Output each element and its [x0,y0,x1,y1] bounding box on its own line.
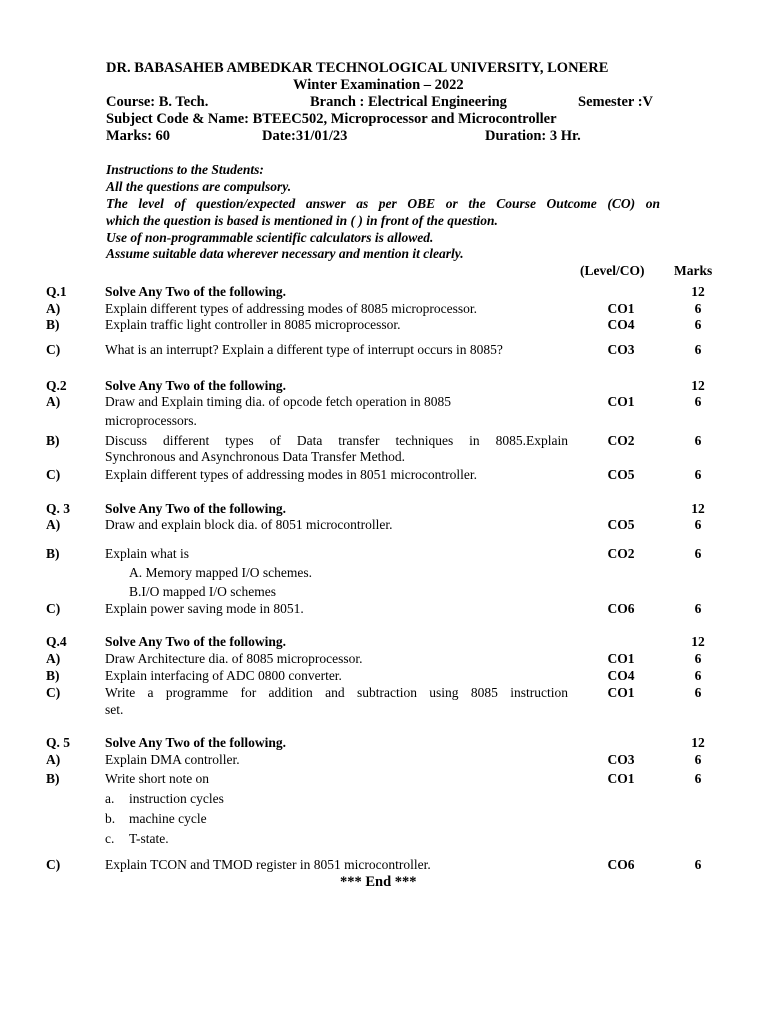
part-text: Explain traffic light controller in 8085 microprocessor. [105,317,401,332]
university-title: DR. BABASAHEB AMBEDKAR TECHNOLOGICAL UNIVERSITY, LONERE [106,60,609,76]
instructions-heading: Instructions to the Students: [106,162,264,177]
question-marks: 12 [691,378,705,393]
part-letter: A) [46,752,61,767]
instruction-line: Use of non-programmable scientific calculators is allowed. [106,230,434,245]
part-marks: 6 [694,517,702,532]
list-marker: c. [105,831,115,846]
question-marks: 12 [691,634,705,649]
part-co: CO1 [607,685,635,700]
part-co: CO1 [607,394,635,409]
part-co: CO2 [607,433,635,448]
part-co: CO3 [607,342,635,357]
part-text: Explain what is [105,546,189,561]
part-letter: A) [46,651,61,666]
part-marks: 6 [694,394,702,409]
instruction-line: Assume suitable data wherever necessary and mention it clearly. [106,246,464,261]
part-marks: 6 [694,546,702,561]
part-text-line: Synchronous and Asynchronous Data Transfer Method. [105,449,405,464]
part-co: CO4 [607,317,635,332]
question-title: Solve Any Two of the following. [105,735,287,750]
part-co: CO5 [607,517,635,532]
part-text-line: Write a programme for addition and subtraction using 8085 instruction [105,685,568,700]
part-text: Write short note on [105,771,210,786]
part-letter: B) [46,668,60,683]
question-number: Q.2 [46,378,67,393]
list-item-text: machine cycle [129,811,207,826]
date-label: Date:31/01/23 [262,128,348,144]
end-marker: *** End *** [340,874,417,890]
sub-item: A. Memory mapped I/O schemes. [129,565,312,580]
list-marker: b. [105,811,116,826]
instruction-line: The level of question/expected answer as per OBE or the Course Outcome (CO) on [106,196,660,211]
part-letter: A) [46,517,61,532]
duration-label: Duration: 3 Hr. [485,128,581,144]
question-number: Q.4 [46,634,67,649]
part-text: Explain interfacing of ADC 0800 converter. [105,668,342,683]
part-co: CO5 [607,467,635,482]
question-title: Solve Any Two of the following. [105,284,287,299]
part-letter: B) [46,771,60,786]
part-letter: A) [46,301,61,316]
part-letter: C) [46,467,61,482]
part-letter: C) [46,342,61,357]
part-letter: B) [46,433,60,448]
question-marks: 12 [691,735,705,750]
subject-label: Subject Code & Name: BTEEC502, Microprocessor and Microcontroller [106,111,557,127]
list-item-text: instruction cycles [129,791,224,806]
level-co-column-header: (Level/CO) [580,263,645,278]
marks-column-header: Marks [674,263,713,278]
part-marks: 6 [694,752,702,767]
part-text-line: microprocessors. [105,413,197,428]
part-marks: 6 [694,342,702,357]
question-number: Q. 3 [46,501,71,516]
part-marks: 6 [694,857,702,872]
part-letter: C) [46,685,61,700]
course-label: Course: B. Tech. [106,94,209,110]
marks-label: Marks: 60 [106,128,171,144]
part-co: CO6 [607,857,635,872]
question-number: Q. 5 [46,735,71,750]
part-text: Explain DMA controller. [105,752,240,767]
part-text: What is an interrupt? Explain a different type of interrupt occurs in 8085? [105,342,503,357]
part-text: Draw Architecture dia. of 8085 microprocessor. [105,651,363,666]
part-letter: B) [46,546,60,561]
part-marks: 6 [694,601,702,616]
part-marks: 6 [694,668,702,683]
part-co: CO2 [607,546,635,561]
question-title: Solve Any Two of the following. [105,634,287,649]
part-co: CO3 [607,752,635,767]
question-title: Solve Any Two of the following. [105,501,287,516]
part-text: Explain different types of addressing modes in 8051 microcontroller. [105,467,478,482]
part-marks: 6 [694,467,702,482]
list-item-text: T-state. [129,831,169,846]
sub-item: B.I/O mapped I/O schemes [129,584,276,599]
part-text-line: set. [105,702,124,717]
part-text: Draw and explain block dia. of 8051 microcontroller. [105,517,393,532]
list-item [105,831,169,847]
part-marks: 6 [694,317,702,332]
part-co: CO1 [607,771,635,786]
part-marks: 6 [694,433,702,448]
question-title: Solve Any Two of the following. [105,378,287,393]
part-marks: 6 [694,651,702,666]
part-text: Explain different types of addressing modes of 8085 microprocessor. [105,301,478,316]
part-co: CO4 [607,668,635,683]
part-marks: 6 [694,301,702,316]
list-item [105,791,224,807]
part-text-line: Draw and Explain timing dia. of opcode fetch operation in 8085 [105,394,452,409]
semester-label: Semester :V [578,94,654,110]
question-marks: 12 [691,284,705,299]
part-marks: 6 [694,685,702,700]
part-letter: C) [46,857,61,872]
instruction-line: which the question is based is mentioned in ( ) in front of the question. [106,213,498,228]
question-marks: 12 [691,501,705,516]
part-co: CO1 [607,301,635,316]
instruction-line: All the questions are compulsory. [106,179,292,194]
part-marks: 6 [694,771,702,786]
part-letter: B) [46,317,60,332]
list-item [105,811,207,827]
exam-title: Winter Examination – 2022 [293,77,464,93]
question-number: Q.1 [46,284,67,299]
part-letter: A) [46,394,61,409]
part-co: CO6 [607,601,635,616]
part-letter: C) [46,601,61,616]
part-co: CO1 [607,651,635,666]
list-marker: a. [105,791,115,806]
part-text: Explain TCON and TMOD register in 8051 microcontroller. [105,857,431,872]
branch-label: Branch : Electrical Engineering [310,94,507,110]
part-text: Explain power saving mode in 8051. [105,601,304,616]
part-text-line: Discuss different types of Data transfer techniques in 8085.Explain [105,433,568,448]
